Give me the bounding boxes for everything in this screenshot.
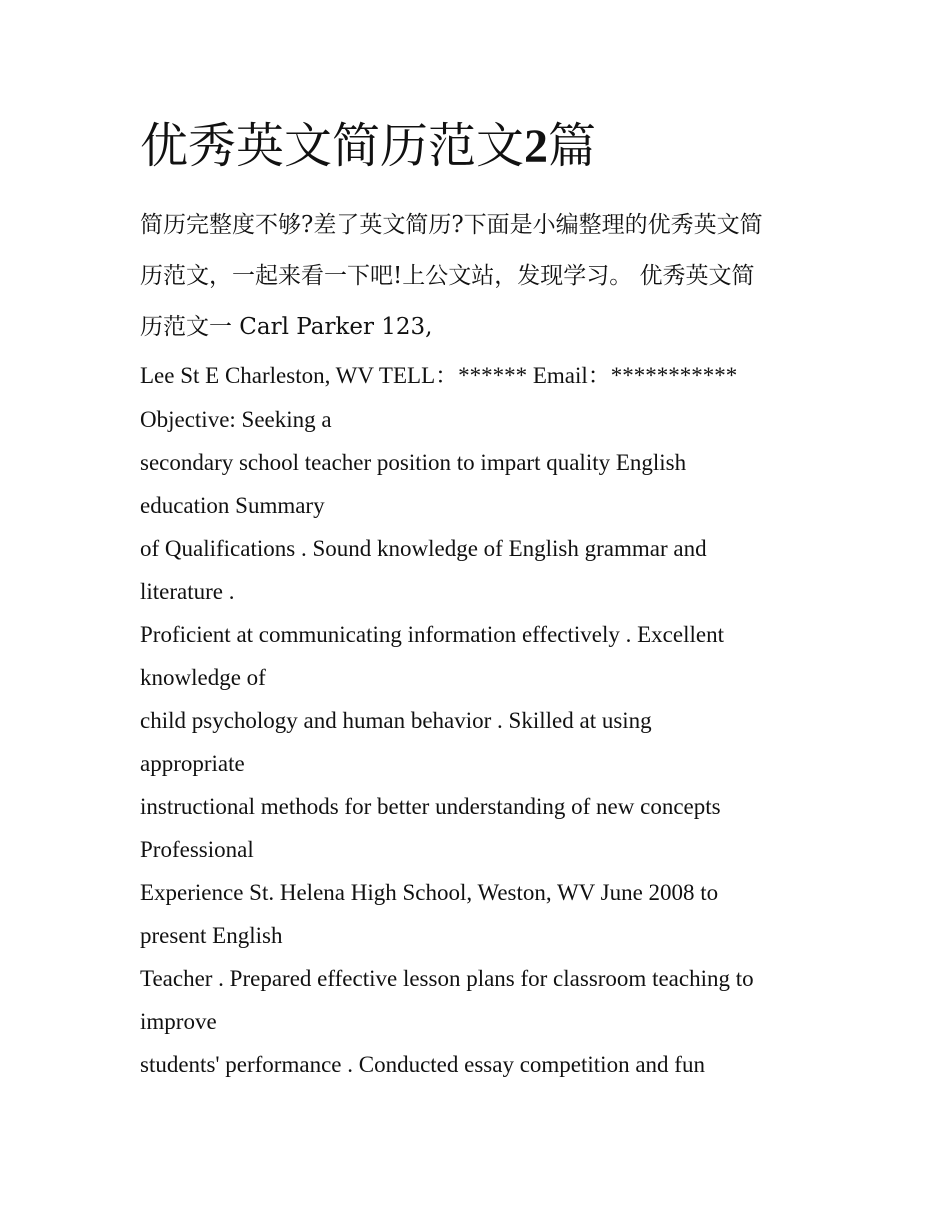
intro-line: 历范文一 Carl Parker 123, [140,314,433,340]
body-line: improve [140,1009,217,1034]
body-line: knowledge of [140,665,266,690]
title-prefix: 优秀英文简历范文 [140,118,525,174]
body-line: appropriate [140,751,245,776]
intro-paragraph [140,200,830,353]
title-suffix: 篇 [548,118,597,174]
body-line: students' performance . Conducted essay competition and fun [140,1052,705,1077]
body-line: Experience St. Helena High School, Weston, WV June 2008 to [140,880,719,905]
resume-body [140,354,830,1086]
body-line: Proficient at communicating information effectively . Excellent [140,622,724,647]
body-line: Objective: Seeking a [140,407,332,432]
body-line: of Qualifications . Sound knowledge of English grammar and [140,536,707,561]
intro-line: 简历完整度不够?差了英文简历?下面是小编整理的优秀英文简 [140,212,763,238]
body-line: present English [140,923,283,948]
body-line: Lee St E Charleston, WV TELL：****** Email：*********** [140,363,738,388]
body-line: secondary school teacher position to impart quality English [140,450,687,475]
body-line: child psychology and human behavior . Skilled at using [140,708,652,733]
intro-line: 历范文，一起来看一下吧!上公文站，发现学习。 优秀英文简 [140,263,755,289]
body-line: Professional [140,837,254,862]
body-line: literature . [140,579,235,604]
body-line: instructional methods for better understanding of new concepts [140,794,721,819]
title-number: 2 [524,120,549,173]
body-line: education Summary [140,493,325,518]
body-line: Teacher . Prepared effective lesson plans for classroom teaching to [140,966,754,991]
page-title [140,116,596,177]
